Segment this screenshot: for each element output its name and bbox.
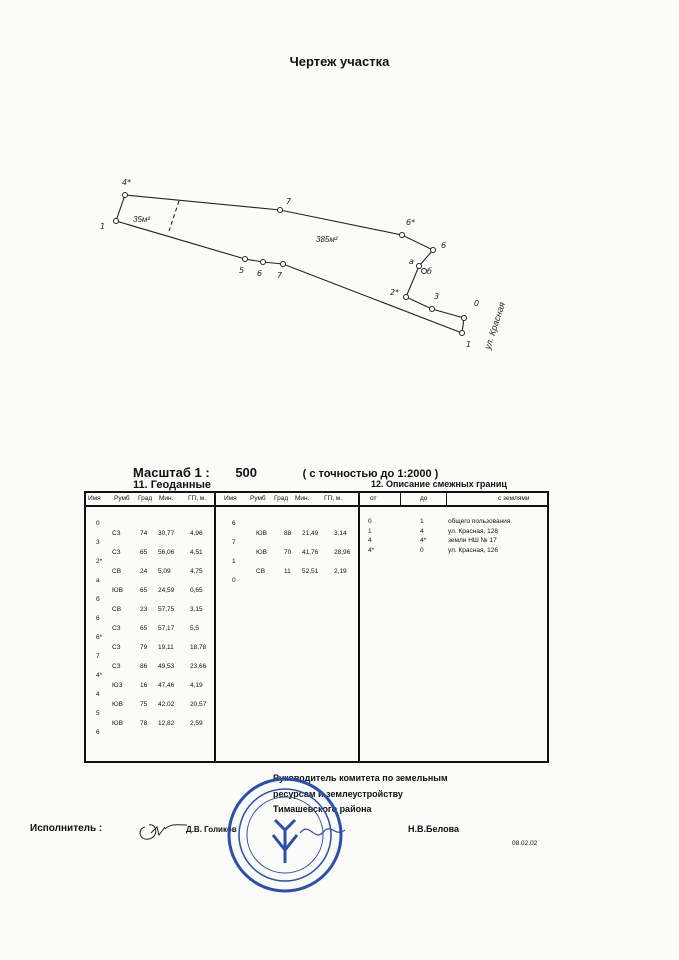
point-name: 0 [232, 577, 236, 584]
point-label: 5 [239, 266, 245, 275]
geo-cell: 78 [140, 720, 148, 727]
adj-lands: общего пользования [448, 518, 511, 525]
geo-cell: 86 [140, 663, 148, 670]
geo-header: Румб [114, 495, 130, 502]
geo-cell: ЮВ [256, 530, 267, 537]
geo-header: Мин. [295, 495, 310, 502]
geo-cell: ЮВ [112, 720, 123, 727]
geo-cell: 2,59 [190, 720, 203, 727]
geo-cell: 24,59 [158, 587, 175, 594]
geo-cell: 19,11 [158, 644, 174, 651]
adj-to: 4 [420, 527, 424, 535]
head-title-3: Тимашевского района [273, 804, 372, 814]
geo-cell: СВ [256, 568, 266, 575]
boundary-point [243, 257, 248, 262]
geo-cell: СВ [112, 606, 122, 613]
geo-cell: 21,49 [302, 530, 319, 537]
geo-cell: 24 [140, 568, 148, 575]
executor-name: Д.В. Голиков [186, 825, 237, 834]
point-name: 6* [96, 634, 103, 641]
date: 08.02.02 [512, 840, 538, 847]
geo-cell: 4,75 [190, 568, 203, 575]
geo-cell: 23,66 [190, 663, 207, 670]
point-label: 2* [390, 288, 400, 297]
scale-value: 500 [235, 465, 258, 480]
official-stamp [225, 775, 345, 895]
point-label: 6 [257, 269, 263, 278]
geo-title: 11. Геоданные [133, 479, 212, 491]
boundary-point [123, 193, 128, 198]
boundary-point [462, 316, 467, 321]
adj-to: 1 [420, 518, 424, 525]
adj-from: 0 [368, 518, 372, 525]
geo-cell: 2,19 [334, 568, 347, 575]
boundary-point [430, 307, 435, 312]
geo-cell: 70 [284, 549, 292, 556]
adj-to: 0 [420, 546, 424, 554]
geo-cell: 18,78 [190, 644, 207, 651]
header-lands: с землями [498, 495, 530, 502]
geo-cell: СВ [112, 568, 122, 575]
scale-label: Масштаб 1 : [133, 465, 210, 480]
geo-header: ГП, м. [324, 495, 343, 502]
point-label: а [409, 257, 414, 266]
boundary-point [281, 262, 286, 267]
adj-from: 4 [368, 537, 372, 544]
geo-header: Имя [88, 495, 101, 502]
adj-lands: ул. Красная, 128 [448, 527, 498, 535]
adjacent-title: 12. Описание смежных границ [371, 479, 507, 489]
geo-header: ГП, м. [188, 495, 207, 502]
geo-cell: 47,46 [158, 682, 175, 689]
header-to: до [420, 495, 428, 502]
geo-cell: 16 [140, 682, 148, 689]
head-title-1: Руководитель комитета по земельным [273, 773, 448, 783]
point-name: б [96, 596, 100, 603]
adjacent-table [358, 491, 549, 763]
geo-cell: 88 [284, 530, 292, 537]
point-label: 6 [441, 241, 447, 250]
point-name: 2* [96, 558, 103, 565]
point-name: 4* [96, 672, 103, 679]
geo-cell: 75 [140, 701, 148, 708]
geo-cell: 20,57 [190, 701, 207, 708]
geo-cell: 5,5 [190, 625, 200, 632]
geo-cell: 57,17 [158, 625, 175, 632]
geo-cell: ЮВ [112, 587, 123, 594]
street-label: ул. Красная [482, 300, 508, 351]
geo-cell: ЮЗ [112, 682, 123, 689]
point-label: 7 [277, 271, 283, 280]
geo-cell: СЗ [112, 549, 121, 556]
geo-cell: ЮВ [112, 701, 123, 708]
geo-cell: 30,77 [158, 530, 175, 537]
executor-signature [135, 815, 190, 845]
point-label: 3 [434, 292, 440, 301]
point-label: 7 [286, 197, 292, 206]
geo-cell: 42,02 [158, 701, 175, 708]
geo-cell: 12,82 [158, 720, 175, 727]
adj-lands: ул. Красная, 126 [448, 546, 498, 554]
head-title-2: ресурсам и землеустройству [273, 789, 403, 799]
point-label: 1 [466, 340, 472, 349]
geo-cell: 65 [140, 549, 148, 556]
executor-label: Исполнитель : [30, 823, 103, 834]
geo-cell: ЮВ [256, 549, 267, 556]
geo-cell: 65 [140, 625, 148, 632]
geo-cell: 74 [140, 530, 148, 537]
geo-cell: 0,65 [190, 587, 203, 594]
head-name: Н.В.Белова [408, 824, 459, 834]
adj-to: 4* [420, 537, 427, 544]
geo-cell: 49,53 [158, 663, 175, 670]
adj-from: 1 [368, 527, 372, 535]
geo-cell: 5,09 [158, 568, 171, 575]
point-name: 6 [96, 615, 100, 622]
boundary-point [114, 219, 119, 224]
geo-header: Имя [224, 495, 237, 502]
geo-cell: 11 [284, 568, 291, 575]
geo-cell: СЗ [112, 644, 121, 651]
geo-cell: 52,51 [302, 568, 319, 575]
point-name: 3 [96, 539, 100, 546]
geo-cell: СЗ [112, 663, 121, 670]
geodata-table [84, 491, 360, 763]
geo-cell: 4,51 [190, 549, 203, 556]
scale-accuracy: ( с точностью до 1:2000 ) [302, 468, 439, 480]
point-name: а [96, 577, 100, 584]
geo-cell: 3,14 [334, 530, 347, 537]
point-name: 7 [232, 539, 236, 546]
point-label: 6* [406, 218, 416, 227]
scale-line [133, 465, 460, 480]
point-name: 6 [232, 520, 236, 527]
point-name: 7 [96, 653, 100, 660]
boundary-point [417, 264, 422, 269]
geo-cell: 4,96 [190, 530, 203, 537]
point-label: 4* [122, 178, 132, 187]
point-name: 6 [96, 729, 100, 736]
geo-cell: 28,96 [334, 549, 351, 556]
header-from: от [370, 495, 377, 502]
geo-cell: 56,06 [158, 549, 175, 556]
area-small-label: 35м² [133, 215, 151, 224]
boundary-point [278, 208, 283, 213]
geo-cell: 23 [140, 606, 148, 613]
area-large-label: 385м² [316, 235, 338, 244]
boundary-point [431, 248, 436, 253]
geo-header: Румб [250, 495, 266, 502]
boundary-point [400, 233, 405, 238]
point-name: 0 [96, 520, 100, 527]
geo-header: Мин. [159, 495, 174, 502]
point-label: б [427, 267, 432, 276]
geo-cell: 57,75 [158, 606, 175, 613]
geo-cell: 79 [140, 644, 148, 651]
geo-header: Град [138, 495, 153, 502]
boundary-point [404, 295, 409, 300]
boundary-point [261, 260, 266, 265]
point-name: 5 [96, 710, 100, 717]
boundary-point [422, 269, 427, 274]
adj-from: 4* [368, 546, 375, 554]
point-label: 1 [100, 222, 106, 231]
point-name: 4 [96, 691, 100, 698]
geo-cell: 4,19 [190, 682, 203, 689]
boundary-point [460, 331, 465, 336]
point-name: 1 [232, 558, 236, 565]
adj-lands: земли НШ № 17 [448, 537, 497, 544]
geo-cell: 41,76 [302, 549, 319, 556]
geo-cell: СЗ [112, 530, 121, 537]
point-label: 0 [474, 299, 480, 308]
page-title: Чертеж участка [289, 54, 390, 69]
geo-header: Град [274, 495, 289, 502]
geo-cell: СЗ [112, 625, 121, 632]
geo-cell: 3,15 [190, 606, 203, 613]
geo-cell: 65 [140, 587, 148, 594]
plot-drawing [0, 0, 679, 460]
divider-line [169, 201, 179, 231]
